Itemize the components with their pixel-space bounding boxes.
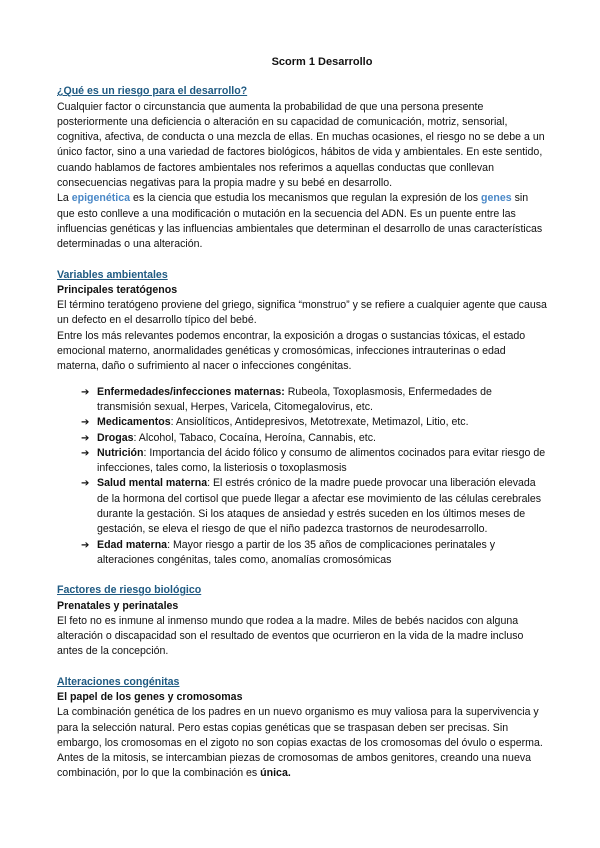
- emphasis-unica: única.: [260, 767, 291, 780]
- document-title: Scorm 1 Desarrollo: [271, 56, 373, 68]
- list-item-text: : Alcohol, Tabaco, Cocaína, Heroína, Cannabis, etc.: [133, 431, 376, 444]
- term-genes: genes: [481, 192, 512, 205]
- list-item-label: Drogas: [97, 431, 134, 444]
- list-item-text: Rubeola, Toxoplasmosis, Enfermedades de transmisión sexual, Herpes, Varicela, Citomegalovirus, etc.: [97, 385, 492, 413]
- paragraph-teratogenos-list-intro: Entre los más relevantes podemos encontrar, la exposición a drogas o sustancias tóxicas, el estado emocional materno, anormalidades genéticas y cromosómicas, infecciones intrauterinas o edad materna, daño o sufrimiento al nacer o infecciones congénitas.: [57, 329, 526, 373]
- paragraph-teratogeno-definition: El término teratógeno proviene del griego, significa “monstruo” y se refiere a cualquier agente que causa un defecto en el desarrollo típico del bebé.: [57, 299, 547, 327]
- list-item: [81, 476, 547, 537]
- subheading-teratogenos: Principales teratógenos: [57, 283, 178, 296]
- arrow-bullet-icon: ➔: [81, 447, 90, 459]
- arrow-bullet-icon: ➔: [81, 432, 90, 444]
- text-fragment: La: [57, 192, 72, 205]
- arrow-bullet-icon: ➔: [81, 478, 90, 490]
- list-item: [81, 431, 547, 446]
- list-item: [81, 538, 547, 569]
- list-item-text: : Mayor riesgo a partir de los 35 años de complicaciones perinatales y alteraciones congénitas, tales como, anomalías cromosómicas: [97, 538, 496, 566]
- list-item: [81, 415, 547, 430]
- document-page: [57, 55, 547, 782]
- list-item-text: : Importancia del ácido fólico y consumo de alimentos cocinados para evitar riesgo de infecciones, tales como, la listeriosis o toxoplasmosis: [97, 446, 546, 475]
- list-item-text: : Ansiolíticos, Antidepresivos, Metotrexate, Metimazol, Litio, etc.: [170, 416, 469, 429]
- section-heading-alteraciones-congenitas: Alteraciones congénitas: [57, 675, 180, 688]
- teratogen-bullet-list: [57, 385, 547, 569]
- section-heading-riesgo: ¿Qué es un riesgo para el desarrollo?: [57, 85, 248, 98]
- paragraph-epigenetica: [57, 191, 547, 252]
- list-item-label: Nutrición: [97, 446, 144, 459]
- arrow-bullet-icon: ➔: [81, 386, 90, 398]
- section-heading-variables-ambientales: Variables ambientales: [57, 268, 168, 281]
- paragraph-riesgo-definition: Cualquier factor o circunstancia que aumenta la probabilidad de que una persona presente posteriormente una deficiencia o alteración en su capacidad de comunicación, motriz, sensorial, cognitiva, afectiva, de conducta o una mezcla de ellas. En muchas ocasiones, el riesgo no se debe a un único factor, sino a una variedad de factores biológicos, hábitos de vida y ambientales. En este sentido, cuando hablamos de factores ambientales nos referimos a aquellas conductas que conllevan consecuencias negativas para la propia madre y su bebé en desarrollo.: [57, 100, 545, 190]
- text-fragment: La combinación genética de los padres en un nuevo organismo es muy valiosa para la supervivencia y para la selección natural. Pero estas copias genéticas que se traspasan deben ser precisas. Sin embargo, los cromosomas en el zigoto no son copias exactas de los cromosomas del óvulo o esperma. Antes de la mitosis, se intercambian piezas de cromosomas de ambos genitores, creando una nueva combinación, por lo que la combinación es: [57, 706, 543, 780]
- list-item: [81, 385, 547, 416]
- text-fragment: es la ciencia que estudia los mecanismos que regulan la expresión de los: [130, 192, 482, 205]
- list-item-text: : El estrés crónico de la madre puede provocar una liberación elevada de la hormona del cortisol que puede llegar a afectar ese movimiento de las células cerebrales durante la gestación. Si los ataques de ansiedad y estrés suceden en los últimos meses de gestación, se eleva el riesgo de que el niño padezca trastornos de neurodesarrollo.: [97, 477, 542, 536]
- arrow-bullet-icon: ➔: [81, 417, 90, 429]
- subheading-genes-cromosomas: El papel de los genes y cromosomas: [57, 690, 243, 703]
- arrow-bullet-icon: ➔: [81, 539, 90, 551]
- paragraph-feto: El feto no es inmune al inmenso mundo que rodea a la madre. Miles de bebés nacidos con alguna alteración o discapacidad son el resultado de eventos que ocurrieron en la vida de la madre incluso antes de la concepción.: [57, 614, 524, 658]
- term-epigenetica: epigenética: [71, 192, 131, 205]
- list-item-label: Enfermedades/infecciones maternas:: [97, 385, 285, 398]
- list-item-label: Medicamentos: [97, 416, 171, 429]
- list-item: [81, 446, 547, 477]
- list-item-label: Salud mental materna: [97, 477, 208, 490]
- paragraph-combinacion-genetica: [57, 705, 547, 781]
- section-heading-riesgo-biologico: Factores de riesgo biológico: [57, 584, 202, 597]
- list-item-label: Edad materna: [97, 538, 168, 551]
- subheading-prenatales: Prenatales y perinatales: [57, 599, 179, 612]
- text-fragment: sin que esto conlleve a una modificación o mutación en la secuencia del ADN. Es un puente entre las influencias genéticas y las influencias ambientales que determinan el desarrollo de unas características determinadas o una alteración.: [57, 192, 543, 251]
